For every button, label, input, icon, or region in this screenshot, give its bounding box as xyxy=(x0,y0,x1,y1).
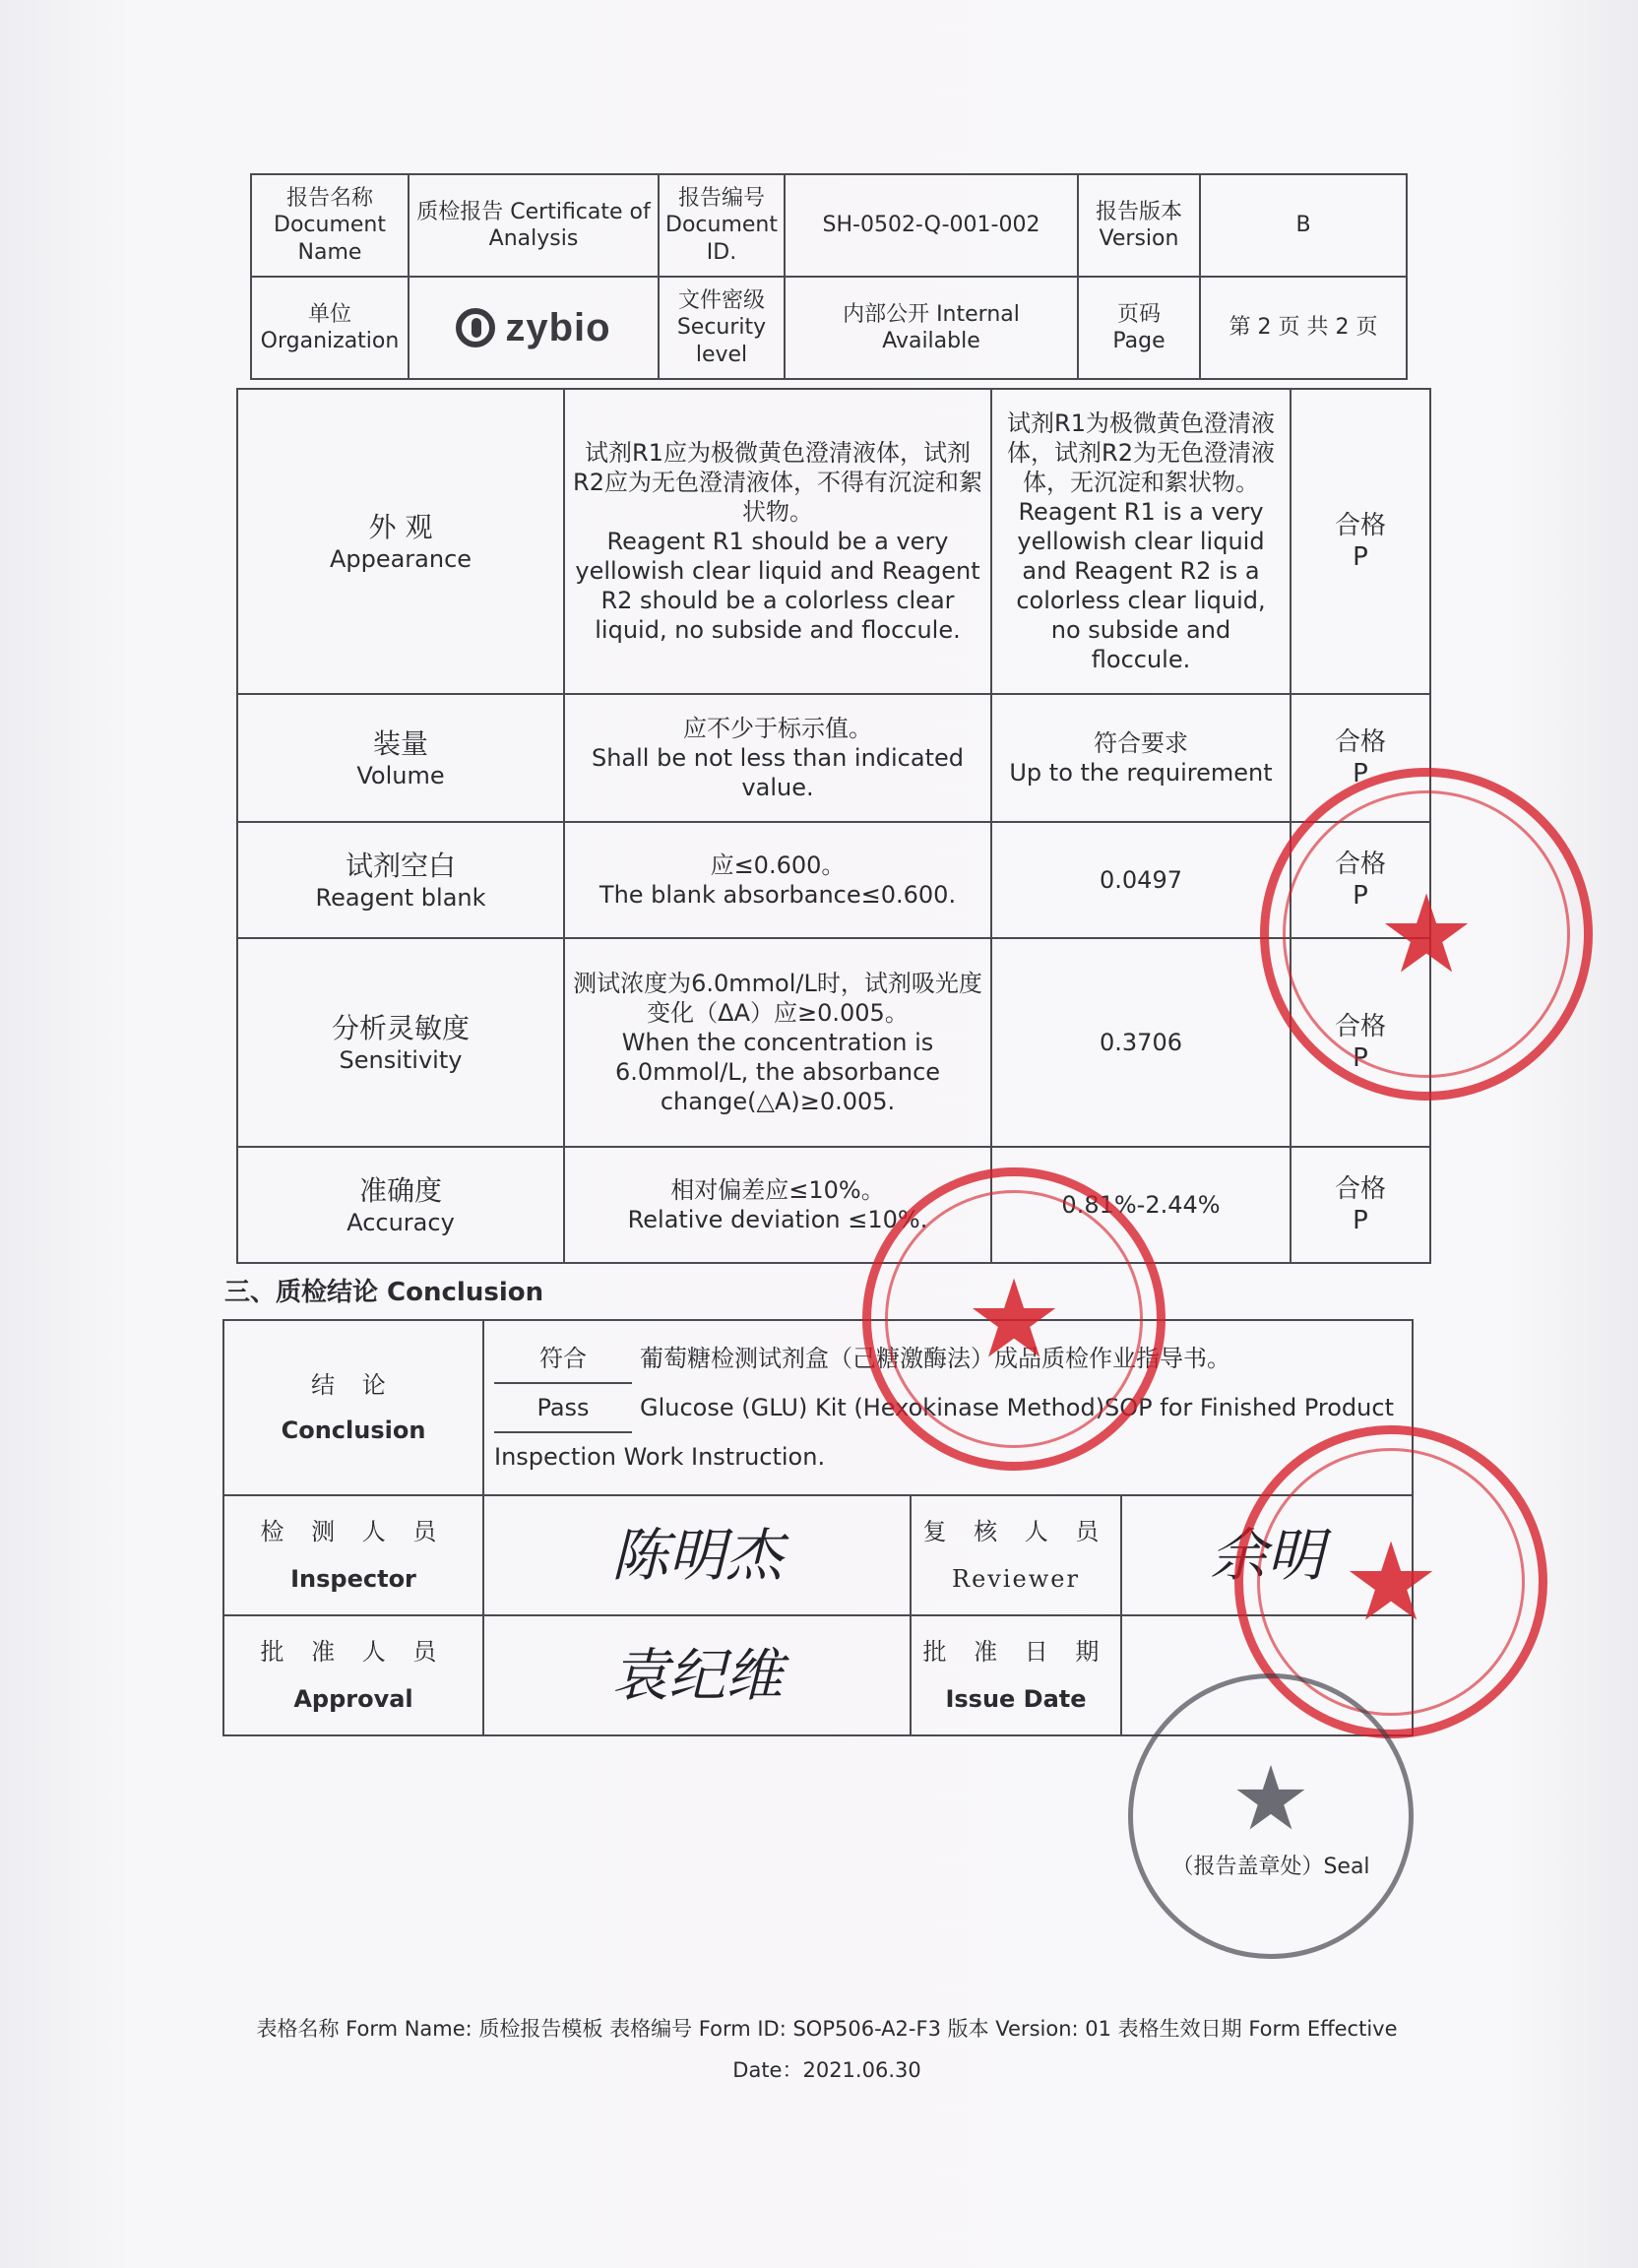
table-row xyxy=(223,1320,1413,1495)
table-row xyxy=(237,1147,1430,1263)
page-value: 第 2 页 共 2 页 xyxy=(1200,277,1407,379)
seal-caption: （报告盖章处）Seal xyxy=(1171,1854,1370,1879)
item-standard: 应不少于标示值。 Shall be not less than indicated value. xyxy=(564,694,991,822)
issue-date-label xyxy=(911,1615,1121,1735)
form-footer xyxy=(207,2008,1447,2091)
table-row xyxy=(237,694,1430,822)
item-result: 0.3706 xyxy=(991,938,1291,1147)
star-icon: ★ xyxy=(1230,1747,1311,1852)
item-name-cn: 分析灵敏度 xyxy=(331,1011,470,1044)
inspection-items-table xyxy=(236,388,1431,1264)
item-name-en: Volume xyxy=(356,761,445,789)
item-name-cn: 外 观 xyxy=(368,510,433,543)
item-standard: 应≤0.600。 The blank absorbance≤0.600. xyxy=(564,822,991,938)
security-label: 文件密级 Security level xyxy=(659,277,785,379)
org-logo xyxy=(409,277,659,379)
approval-label-cn: 批 准 人 员 xyxy=(260,1638,447,1666)
reviewer-signature-text: 余明 xyxy=(1209,1521,1324,1589)
page-label: 页码 Page xyxy=(1078,277,1200,379)
reviewer-label-en: Reviewer xyxy=(952,1565,1080,1593)
item-name xyxy=(237,694,564,822)
star-icon: ★ xyxy=(1377,871,1476,997)
table-row xyxy=(237,822,1430,938)
approval-signature-text: 袁纪维 xyxy=(610,1641,783,1709)
inspector-label xyxy=(223,1495,483,1615)
inspector-signature-text: 陈明杰 xyxy=(610,1521,783,1589)
company-red-seal-2 xyxy=(862,1167,1166,1471)
doc-name-value: 质检报告 Certificate of Analysis xyxy=(409,174,659,277)
company-red-seal-1 xyxy=(1260,768,1593,1101)
item-name xyxy=(237,938,564,1147)
item-standard: 相对偏差应≤10%。 Relative deviation ≤10%. xyxy=(564,1147,991,1263)
conclusion-text-en: Glucose (GLU) Kit (Hexokinase Method)SOP for Finished Product Inspection Work Instruction. xyxy=(494,1394,1394,1471)
item-standard: 试剂R1应为极微黄色澄清液体，试剂R2应为无色澄清液体，不得有沉淀和絮状物。 Reagent R1 should be a very yellowish clear liquid and Reagent R2 should be a colorless clear liquid, no subside and floccule. xyxy=(564,389,991,694)
approval-signature xyxy=(483,1615,911,1735)
item-name-cn: 准确度 xyxy=(358,1173,442,1207)
conclusion-label-en: Conclusion xyxy=(281,1417,426,1444)
item-verdict: 合格 P xyxy=(1291,694,1430,822)
item-verdict: 合格 P xyxy=(1291,389,1430,694)
header-table xyxy=(250,173,1408,380)
conclusion-fill-cn: 符合 xyxy=(494,1335,632,1384)
conclusion-label-cn: 结 论 xyxy=(311,1371,396,1399)
doc-id-value: SH-0502-Q-001-002 xyxy=(785,174,1078,277)
item-name-cn: 试剂空白 xyxy=(345,849,456,882)
item-result: 符合要求 Up to the requirement xyxy=(991,694,1291,822)
star-icon: ★ xyxy=(965,1256,1063,1382)
conclusion-text-cn: 葡萄糖检测试剂盒（己糖激酶法）成品质检作业指导书。 xyxy=(640,1345,1230,1372)
inspector-label-cn: 检 测 人 员 xyxy=(260,1518,447,1545)
item-name xyxy=(237,822,564,938)
issue-date-label-en: Issue Date xyxy=(945,1685,1087,1713)
table-row xyxy=(237,389,1430,694)
security-value: 内部公开 Internal Available xyxy=(785,277,1078,379)
reviewer-label xyxy=(911,1495,1121,1615)
conclusion-section-title: 三、质检结论 Conclusion xyxy=(224,1278,544,1307)
org-label: 单位 Organization xyxy=(251,277,409,379)
logo-text: zybio xyxy=(505,306,611,349)
footer-line-1: 表格名称 Form Name: 质检报告模板 表格编号 Form ID: SOP506-A2-F3 版本 Version: 01 表格生效日期 Form Effective xyxy=(256,2017,1398,2041)
issue-date-label-cn: 批 准 日 期 xyxy=(922,1638,1109,1666)
conclusion-fill-en: Pass xyxy=(494,1384,632,1433)
doc-id-label: 报告编号 Document ID. xyxy=(659,174,785,277)
item-result: 试剂R1为极微黄色澄清液体，试剂R2为无色澄清液体，无沉淀和絮状物。 Reagent R1 is a very yellowish clear liquid and Reagent R2 is a colorless clear liquid, no subside and floccule. xyxy=(991,389,1291,694)
item-result: 0.0497 xyxy=(991,822,1291,938)
item-name-cn: 装量 xyxy=(372,726,428,760)
reviewer-label-cn: 复 核 人 员 xyxy=(922,1518,1109,1545)
footer-line-2: Date：2021.06.30 xyxy=(732,2058,921,2082)
conclusion-label xyxy=(223,1320,483,1495)
item-verdict: 合格 P xyxy=(1291,1147,1430,1263)
version-value: B xyxy=(1200,174,1407,277)
version-label: 报告版本 Version xyxy=(1078,174,1200,277)
item-name-en: Appearance xyxy=(329,544,472,573)
table-row xyxy=(237,938,1430,1147)
conclusion-table xyxy=(222,1319,1414,1736)
item-name xyxy=(237,1147,564,1263)
item-result: 0.81%-2.44% xyxy=(991,1147,1291,1263)
item-name-en: Accuracy xyxy=(346,1208,455,1236)
inspection-seal xyxy=(1128,1673,1414,1959)
doc-name-label: 报告名称 Document Name xyxy=(251,174,409,277)
zybio-logo-icon xyxy=(456,308,495,347)
approval-label-en: Approval xyxy=(293,1685,413,1713)
item-name xyxy=(237,389,564,694)
inspector-signature xyxy=(483,1495,911,1615)
item-verdict: 合格 P xyxy=(1291,938,1430,1147)
item-standard: 测试浓度为6.0mmol/L时，试剂吸光度变化（ΔA）应≥0.005。 When the concentration is 6.0mmol/L, the absorbance change(△A)≥0.005. xyxy=(564,938,991,1147)
approval-label xyxy=(223,1615,483,1735)
item-name-en: Reagent blank xyxy=(315,883,486,912)
star-icon: ★ xyxy=(1342,1519,1440,1645)
item-name-en: Sensitivity xyxy=(339,1045,463,1074)
item-verdict: 合格 P xyxy=(1291,822,1430,938)
inspector-label-en: Inspector xyxy=(290,1565,416,1593)
